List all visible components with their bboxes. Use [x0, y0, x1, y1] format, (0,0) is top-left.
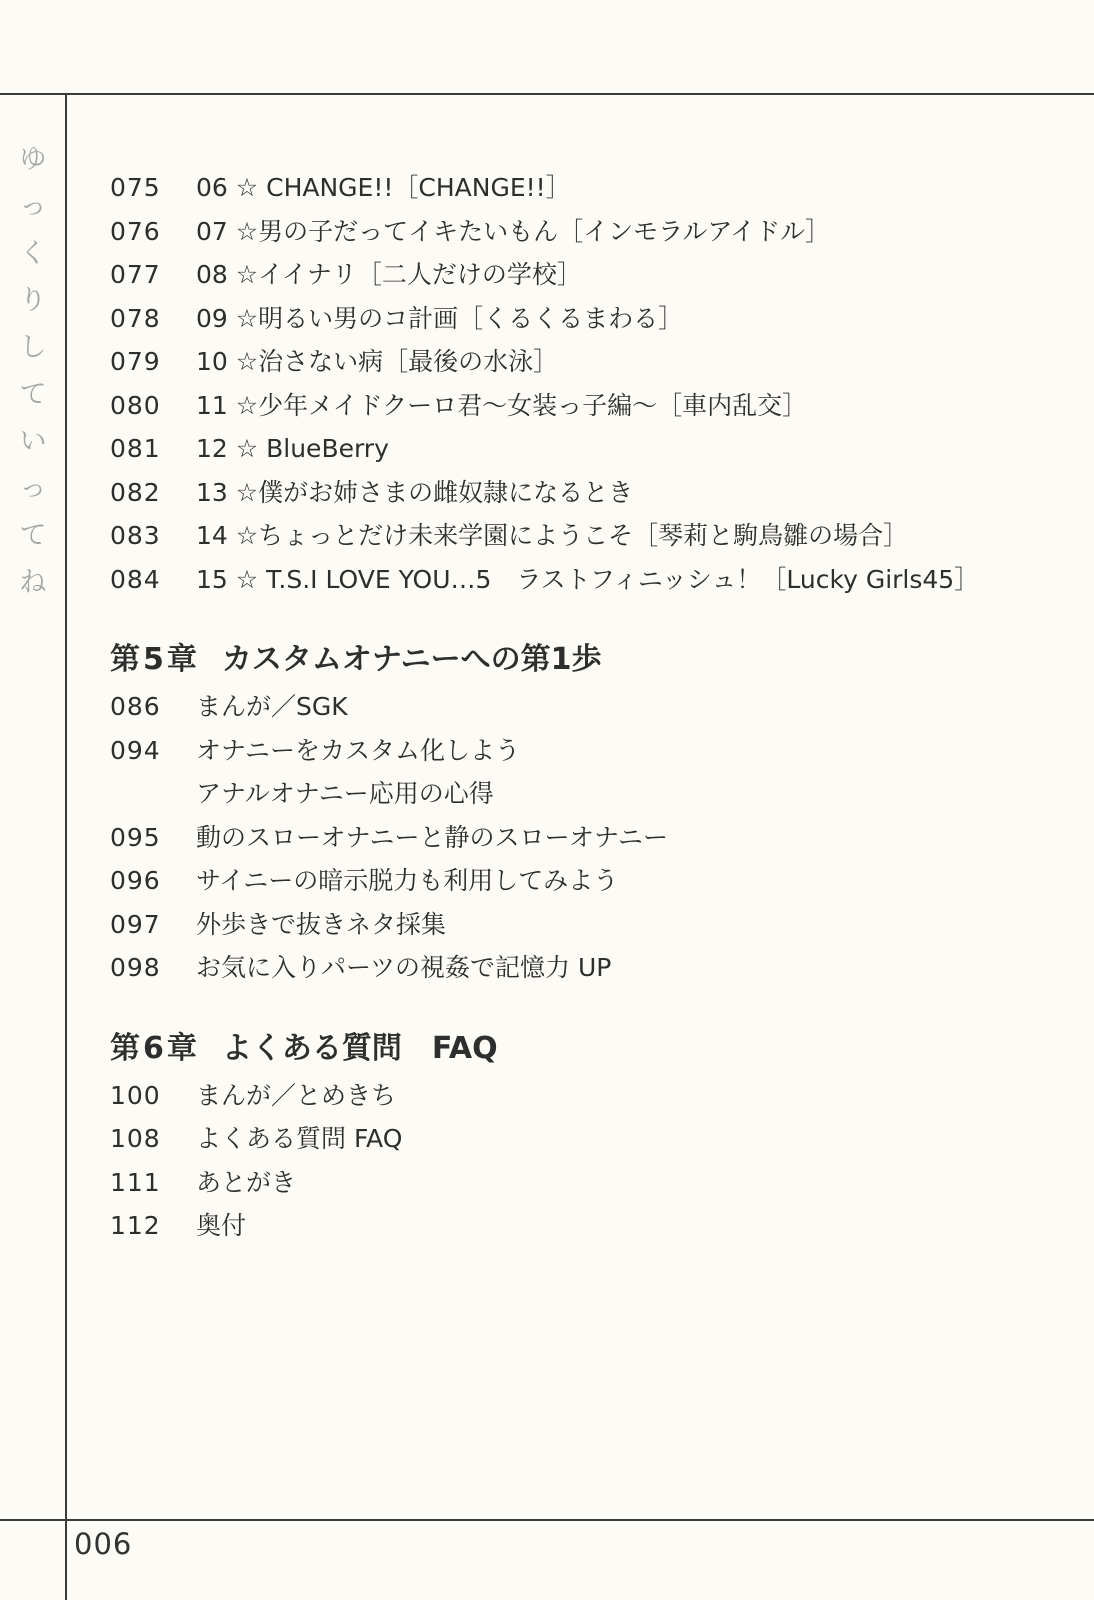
chapter-heading [110, 638, 1078, 682]
toc-entry-list [110, 1074, 1078, 1248]
toc-entry [110, 514, 1078, 558]
entry-page-number: 100 [110, 1080, 161, 1110]
toc-entry [110, 297, 1078, 341]
toc-entry [110, 772, 1078, 816]
entry-page-number: 079 [110, 347, 161, 376]
entry-page-number: 086 [110, 692, 161, 721]
margin-note-vertical-text [0, 146, 66, 596]
entry-page-number: 098 [110, 953, 161, 982]
top-border-line [0, 93, 1094, 95]
entry-title: まんが／SGK [196, 692, 348, 721]
entry-title: 15 ☆ T.S.I LOVE YOU…5 ラストフィニッシュ！［Lucky Girls45］ [196, 564, 980, 594]
entry-title: 動のスローオナニーと静のスローオナニー [196, 822, 669, 852]
entry-title: オナニーをカスタム化しよう [196, 735, 521, 765]
entry-title: 11 ☆少年メイドクーロ君〜女装っ子編〜［車内乱交］ [196, 390, 808, 420]
toc-entry [110, 903, 1078, 947]
entry-title: 外歩きで抜きネタ採集 [196, 909, 447, 939]
chapter-number: 第6章 [110, 1030, 200, 1066]
toc-entry-list [110, 166, 1078, 601]
entry-page-number: 080 [110, 390, 161, 420]
toc-entry [110, 685, 1078, 729]
entry-title: お気に入りパーツの視姦で記憶力 UP [196, 953, 612, 982]
entry-page-number: 111 [110, 1167, 161, 1197]
entry-title: 09 ☆明るい男のコ計画［くるくるまわる］ [196, 303, 684, 333]
toc-entry [110, 210, 1078, 254]
entry-page-number: 078 [110, 303, 161, 333]
toc-entry [110, 1161, 1078, 1205]
entry-title: 奥付 [196, 1211, 247, 1240]
bottom-border-line [0, 1519, 1094, 1521]
entry-page-number: 095 [110, 822, 161, 852]
chapter-heading [110, 1027, 1078, 1071]
margin-note-char: ゆ [19, 144, 47, 175]
entry-page-number: 077 [110, 260, 161, 289]
entry-page-number: 081 [110, 434, 161, 463]
toc-section [110, 638, 1078, 990]
entry-title: まんが／とめきち [196, 1080, 397, 1110]
entry-title: 10 ☆治さない病［最後の水泳］ [196, 347, 559, 376]
entry-title: よくある質問 FAQ [196, 1124, 403, 1153]
toc-content [110, 166, 1078, 1248]
entry-page-number: 108 [110, 1124, 161, 1153]
toc-entry [110, 1204, 1078, 1248]
margin-note-char: く [19, 238, 47, 269]
chapter-title: よくある質問 FAQ [221, 1030, 498, 1066]
entry-page-number: 075 [110, 173, 161, 202]
margin-note-char: っ [19, 191, 47, 222]
toc-section [110, 166, 1078, 601]
entry-title: 07 ☆男の子だってイキたいもん［インモラルアイドル］ [196, 216, 831, 246]
entry-page-number: 084 [110, 564, 161, 594]
page-number: 006 [74, 1527, 133, 1561]
toc-entry [110, 166, 1078, 210]
chapter-title: カスタムオナニーへの第1歩 [221, 642, 602, 677]
entry-title: 13 ☆僕がお姉さまの雌奴隷になるとき [196, 477, 634, 507]
toc-entry [110, 427, 1078, 471]
entry-page-number: 097 [110, 909, 161, 939]
margin-note-char: て [19, 379, 47, 410]
toc-entry [110, 816, 1078, 860]
entry-title: 12 ☆ BlueBerry [196, 434, 389, 463]
toc-entry [110, 384, 1078, 428]
chapter-number: 第5章 [110, 642, 200, 677]
toc-entry [110, 340, 1078, 384]
toc-entry [110, 859, 1078, 903]
toc-section [110, 1027, 1078, 1248]
toc-entry [110, 558, 1078, 602]
margin-note-char: し [19, 332, 47, 363]
toc-entry [110, 946, 1078, 990]
entry-page-number: 083 [110, 521, 161, 550]
entry-page-number: 096 [110, 866, 161, 895]
entry-page-number: 094 [110, 735, 161, 765]
toc-entry-list [110, 685, 1078, 990]
entry-page-number [110, 772, 196, 816]
toc-entry [110, 471, 1078, 515]
entry-page-number: 076 [110, 216, 161, 246]
entry-page-number: 082 [110, 477, 161, 507]
toc-entry [110, 729, 1078, 773]
margin-note-char: て [19, 520, 47, 551]
margin-note-char: り [19, 285, 47, 316]
entry-title: 06 ☆ CHANGE!!［CHANGE!!］ [196, 173, 571, 202]
entry-title: あとがき [196, 1167, 297, 1197]
entry-page-number: 112 [110, 1211, 161, 1240]
entry-title: アナルオナニー応用の心得 [196, 779, 494, 808]
margin-note-char: っ [19, 473, 47, 504]
toc-entry [110, 253, 1078, 297]
toc-entry [110, 1117, 1078, 1161]
toc-entry [110, 1074, 1078, 1118]
margin-note-char: ね [19, 567, 47, 598]
entry-title: 14 ☆ちょっとだけ未来学園にようこそ［琴莉と駒鳥雛の場合］ [196, 521, 909, 550]
entry-title: サイニーの暗示脱力も利用してみよう [196, 866, 619, 895]
entry-title: 08 ☆イイナリ［二人だけの学校］ [196, 260, 582, 289]
margin-note-char: い [19, 426, 47, 457]
